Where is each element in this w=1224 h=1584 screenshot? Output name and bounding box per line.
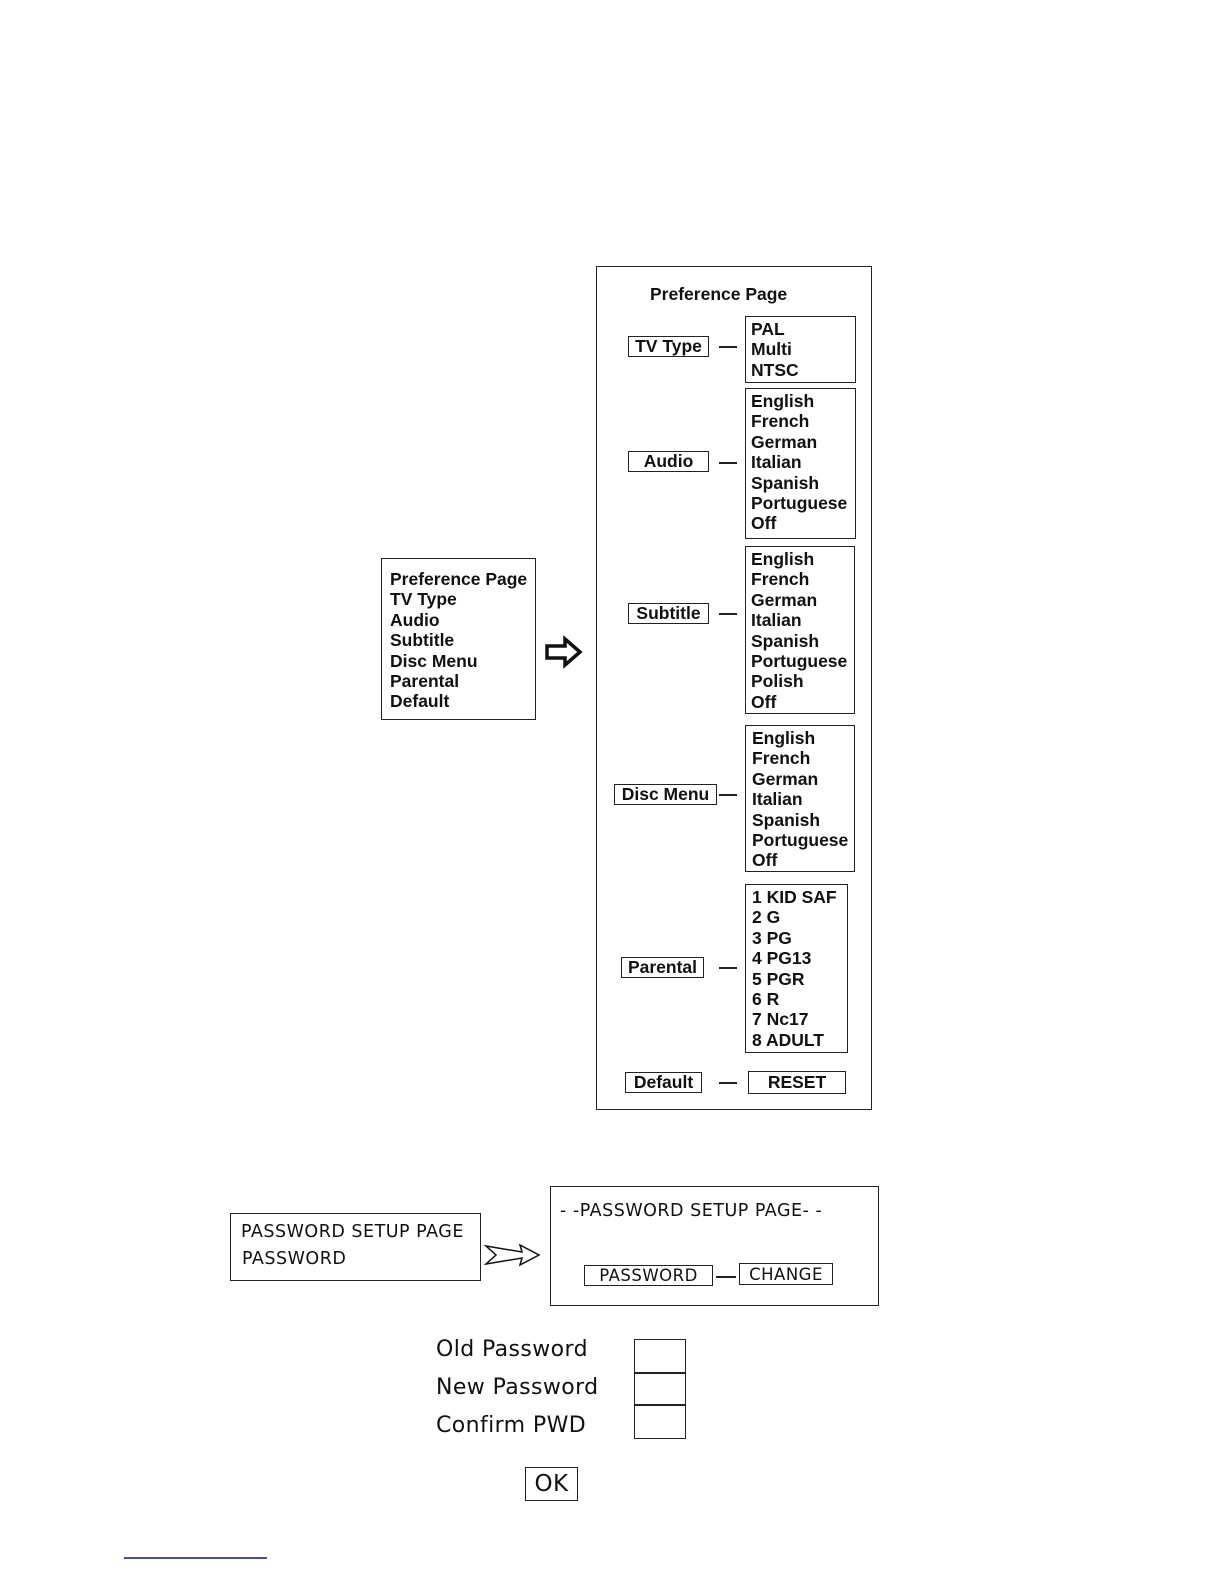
- disc-menu-option-italian[interactable]: Italian: [752, 789, 803, 810]
- default-connector: [719, 1082, 737, 1084]
- reset-button[interactable]: RESET: [748, 1071, 846, 1094]
- password-menu-item[interactable]: PASSWORD: [242, 1249, 347, 1269]
- parental-option-5[interactable]: 5 PGR: [752, 968, 805, 989]
- disc-menu-label[interactable]: Disc Menu: [614, 784, 717, 805]
- footer-underline: [124, 1557, 267, 1559]
- audio-option-spanish[interactable]: Spanish: [751, 472, 820, 493]
- menu-item-audio[interactable]: Audio: [390, 609, 440, 630]
- new-password-input[interactable]: [634, 1372, 686, 1406]
- menu-item-subtitle[interactable]: Subtitle: [390, 630, 455, 651]
- new-password-label: New Password: [436, 1375, 599, 1400]
- password-label-box[interactable]: PASSWORD: [584, 1265, 713, 1286]
- parental-options: [745, 884, 848, 1053]
- subtitle-option-spanish[interactable]: Spanish: [751, 630, 820, 651]
- tv-type-options: [745, 316, 856, 383]
- confirm-password-label: Confirm PWD: [436, 1413, 587, 1438]
- disc-menu-option-french[interactable]: French: [752, 748, 811, 769]
- ok-button[interactable]: OK: [525, 1467, 578, 1501]
- subtitle-label[interactable]: Subtitle: [628, 603, 709, 624]
- parental-option-6[interactable]: 6 R: [752, 989, 780, 1010]
- parental-option-1[interactable]: 1 KID SAF: [752, 887, 837, 907]
- subtitle-option-german[interactable]: German: [751, 589, 818, 610]
- disc-menu-options: [745, 725, 855, 872]
- audio-label[interactable]: Audio: [628, 451, 709, 472]
- disc-menu-option-english[interactable]: English: [752, 728, 816, 748]
- disc-menu-option-german[interactable]: German: [752, 768, 819, 789]
- audio-connector: [719, 462, 737, 464]
- disc-menu-connector: [719, 794, 737, 796]
- menu-item-parental[interactable]: Parental: [390, 671, 460, 692]
- parental-connector: [719, 967, 737, 969]
- menu-item-default[interactable]: Default: [390, 691, 450, 712]
- parental-option-2[interactable]: 2 G: [752, 907, 781, 928]
- audio-option-french[interactable]: French: [751, 411, 810, 432]
- menu-item-preference-page[interactable]: Preference Page: [390, 569, 528, 589]
- option-multi[interactable]: Multi: [751, 339, 792, 360]
- disc-menu-option-spanish[interactable]: Spanish: [752, 809, 821, 830]
- audio-option-off[interactable]: Off: [751, 513, 777, 534]
- audio-option-english[interactable]: English: [751, 391, 815, 411]
- right-arrow-icon: [544, 635, 584, 669]
- open-arrow-icon: [484, 1242, 542, 1268]
- subtitle-option-french[interactable]: French: [751, 569, 810, 590]
- tv-type-connector: [719, 346, 737, 348]
- audio-option-portuguese[interactable]: Portuguese: [751, 493, 848, 514]
- password-connector: [716, 1276, 736, 1278]
- subtitle-options: [745, 546, 855, 714]
- password-page-title: - -PASSWORD SETUP PAGE- -: [560, 1201, 823, 1221]
- old-password-label: Old Password: [436, 1337, 588, 1362]
- subtitle-option-portuguese[interactable]: Portuguese: [751, 651, 848, 672]
- password-menu-title[interactable]: PASSWORD SETUP PAGE: [241, 1222, 464, 1242]
- default-label[interactable]: Default: [625, 1072, 702, 1093]
- change-button[interactable]: CHANGE: [739, 1263, 833, 1285]
- subtitle-option-italian[interactable]: Italian: [751, 610, 802, 631]
- parental-option-4[interactable]: 4 PG13: [752, 948, 812, 969]
- subtitle-option-polish[interactable]: Polish: [751, 671, 804, 692]
- disc-menu-option-portuguese[interactable]: Portuguese: [752, 830, 849, 851]
- confirm-password-input[interactable]: [634, 1404, 686, 1439]
- menu-item-disc-menu[interactable]: Disc Menu: [390, 650, 478, 671]
- parental-option-3[interactable]: 3 PG: [752, 927, 792, 948]
- disc-menu-option-off[interactable]: Off: [752, 850, 778, 871]
- subtitle-option-off[interactable]: Off: [751, 691, 777, 712]
- tv-type-label[interactable]: TV Type: [628, 336, 709, 357]
- audio-options: [745, 388, 856, 539]
- old-password-input[interactable]: [634, 1339, 686, 1374]
- parental-label[interactable]: Parental: [621, 957, 704, 978]
- parental-option-7[interactable]: 7 Nc17: [752, 1009, 809, 1030]
- option-ntsc[interactable]: NTSC: [751, 359, 799, 380]
- audio-option-german[interactable]: German: [751, 431, 818, 452]
- preference-page-title: Preference Page: [650, 284, 788, 304]
- subtitle-option-english[interactable]: English: [751, 549, 815, 569]
- main-setup-menu: [381, 558, 536, 720]
- subtitle-connector: [719, 613, 737, 615]
- menu-item-tv-type[interactable]: TV Type: [390, 589, 457, 610]
- option-pal[interactable]: PAL: [751, 319, 785, 339]
- audio-option-italian[interactable]: Italian: [751, 452, 802, 473]
- parental-option-8[interactable]: 8 ADULT: [752, 1029, 824, 1050]
